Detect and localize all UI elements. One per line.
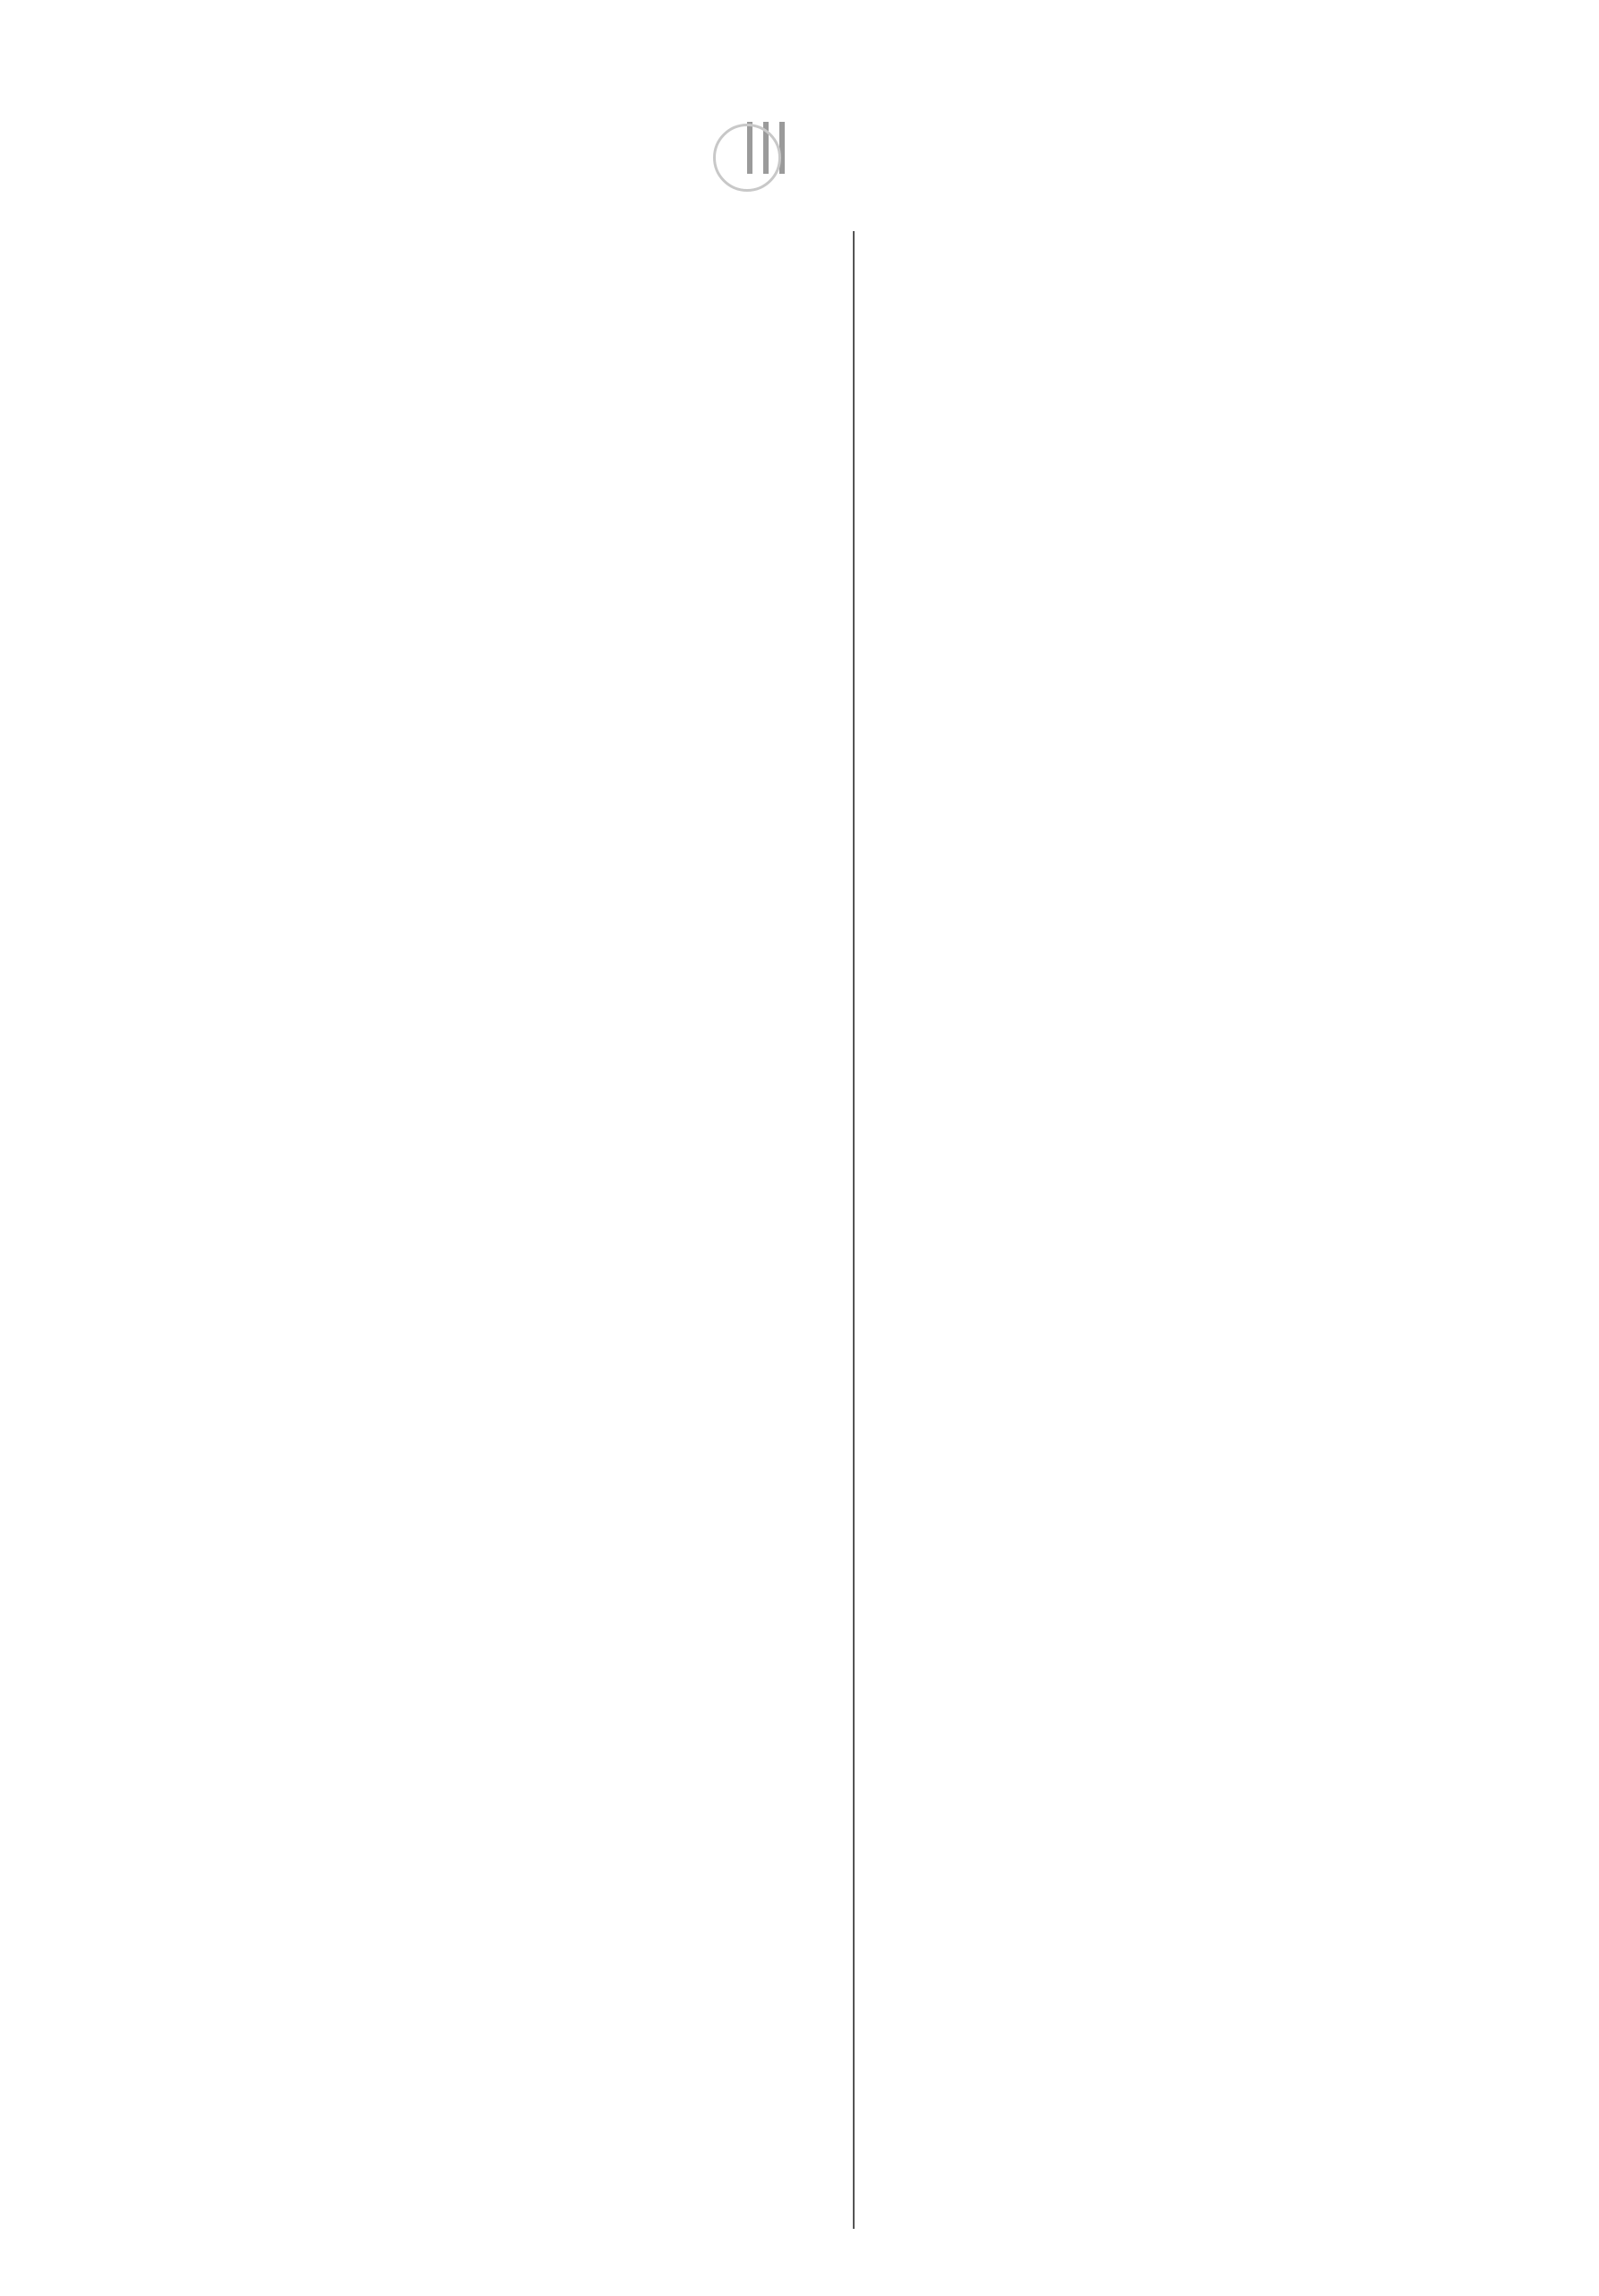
header-divider — [779, 122, 785, 174]
left-column — [167, 219, 834, 250]
column-divider — [853, 231, 855, 2229]
header-title — [742, 122, 790, 174]
page-header — [0, 107, 1599, 206]
header-decoration-icon — [713, 124, 781, 192]
